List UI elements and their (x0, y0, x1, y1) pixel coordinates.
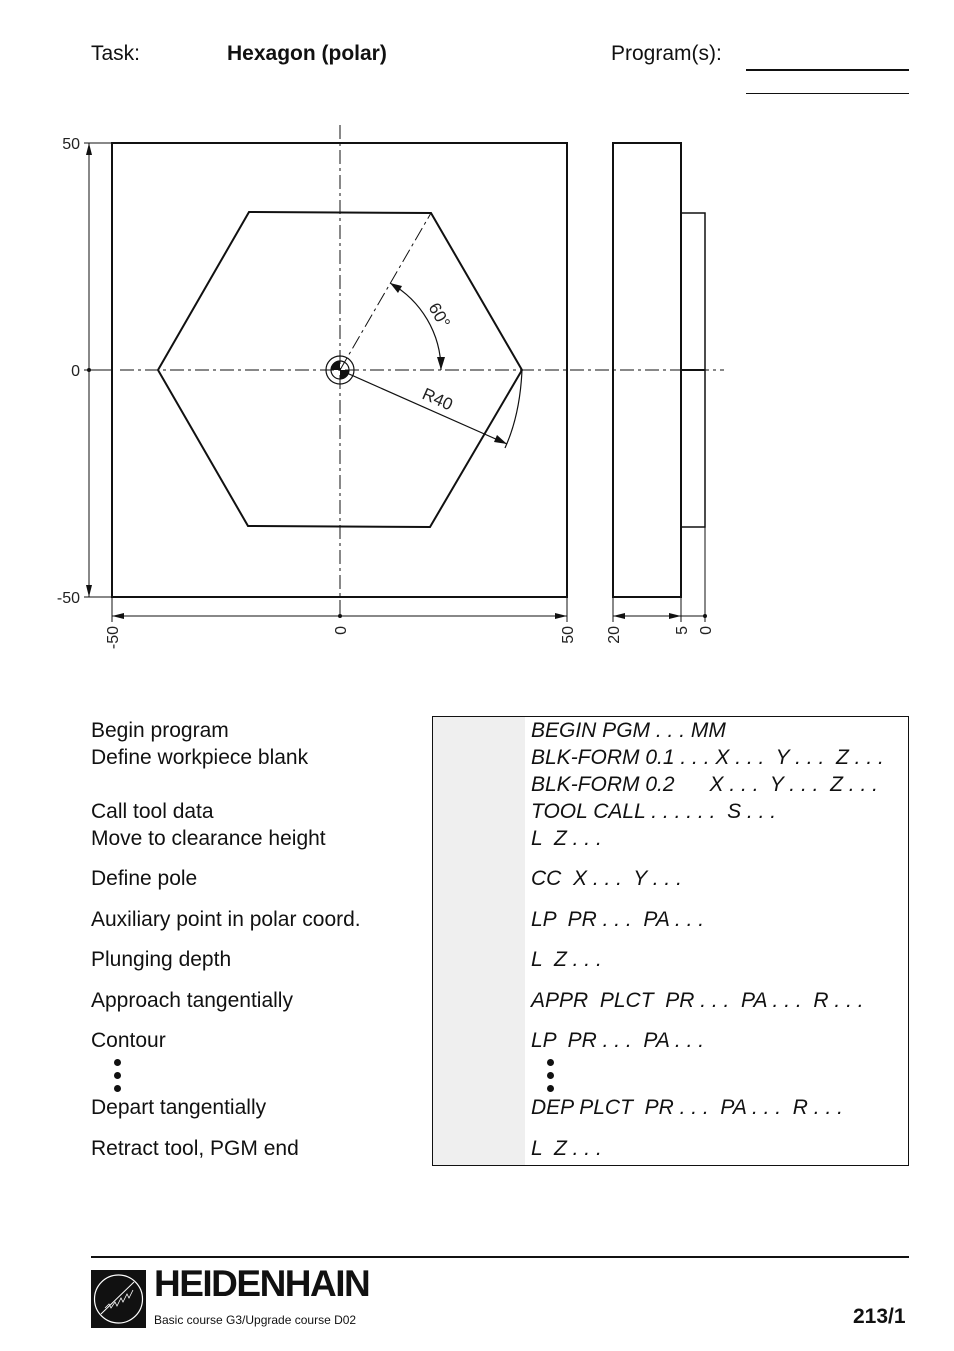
x-label-mid: 0 (333, 626, 350, 635)
page-number: 213/1 (853, 1305, 906, 1328)
y-label-mid: 0 (71, 363, 80, 380)
pole-quadrant-2 (331, 361, 340, 370)
step-desc-approach: Approach tangentially (91, 989, 293, 1012)
radius-arrow (494, 435, 507, 444)
step-desc-clearance: Move to clearance height (91, 827, 326, 850)
code-aux-point: LP PR . . . PA . . . (531, 908, 705, 931)
course-label: Basic course G3/Upgrade course D02 (154, 1313, 357, 1327)
radius-dimension-line (340, 370, 507, 444)
step-desc-blank: Define workpiece blank (91, 746, 309, 769)
code-tool-call: TOOL CALL . . . . . . S . . . (531, 800, 777, 823)
code-pole: CC X . . . Y . . . (531, 867, 682, 890)
brand-name: HEIDENHAIN (154, 1263, 370, 1304)
heidenhain-logo-icon (91, 1270, 146, 1328)
code-clearance: L Z . . . (531, 827, 602, 850)
angle-label: 60° (424, 299, 454, 332)
x-label-left: -50 (105, 626, 122, 650)
code-retract: L Z . . . (531, 1137, 602, 1160)
code-continuation-dots (547, 1059, 555, 1098)
task-name: Hexagon (polar) (227, 42, 387, 65)
angle-ray (340, 213, 431, 370)
angle-arrow-bottom (437, 357, 445, 370)
code-depart: DEP PLCT PR . . . PA . . . R . . . (531, 1096, 843, 1119)
step-desc-retract: Retract tool, PGM end (91, 1137, 299, 1160)
task-label: Task: (91, 42, 141, 65)
step-desc-tool-call: Call tool data (91, 800, 214, 823)
front-view (84, 125, 724, 622)
step-desc-begin: Begin program (91, 719, 229, 742)
step-desc-depart: Depart tangentially (91, 1096, 267, 1119)
code-blk-form-1: BLK-FORM 0.1 . . . X . . . Y . . . Z . . . (531, 746, 884, 769)
y-label-top: 50 (62, 136, 80, 153)
footer-rule (91, 1256, 909, 1258)
step-desc-contour: Contour (91, 1029, 166, 1052)
step-desc-plunge: Plunging depth (91, 948, 232, 971)
programs-label: Program(s): (611, 42, 722, 65)
side-label-20: 20 (606, 626, 623, 644)
code-plunge: L Z . . . (531, 948, 602, 971)
side-label-0: 0 (698, 626, 715, 635)
radius-label: R40 (419, 384, 456, 415)
code-contour: LP PR . . . PA . . . (531, 1029, 705, 1052)
desc-continuation-dots (114, 1059, 122, 1098)
code-blk-form-2: BLK-FORM 0.2 X . . . Y . . . Z . . . (531, 773, 878, 796)
angle-arc (390, 283, 441, 370)
side-label-5: 5 (674, 626, 691, 635)
step-desc-pole: Define pole (91, 867, 198, 890)
step-desc-aux-point: Auxiliary point in polar coord. (91, 908, 361, 931)
pole-quadrant (340, 370, 349, 379)
x-label-right: 50 (560, 626, 577, 644)
radius-arc (505, 370, 522, 448)
code-begin: BEGIN PGM . . . MM (531, 719, 726, 742)
nc-code-shade (433, 717, 525, 1165)
angle-arrow-top (390, 283, 402, 293)
y-label-bottom: -50 (56, 590, 80, 607)
code-approach: APPR PLCT PR . . . PA . . . R . . . (531, 989, 864, 1012)
